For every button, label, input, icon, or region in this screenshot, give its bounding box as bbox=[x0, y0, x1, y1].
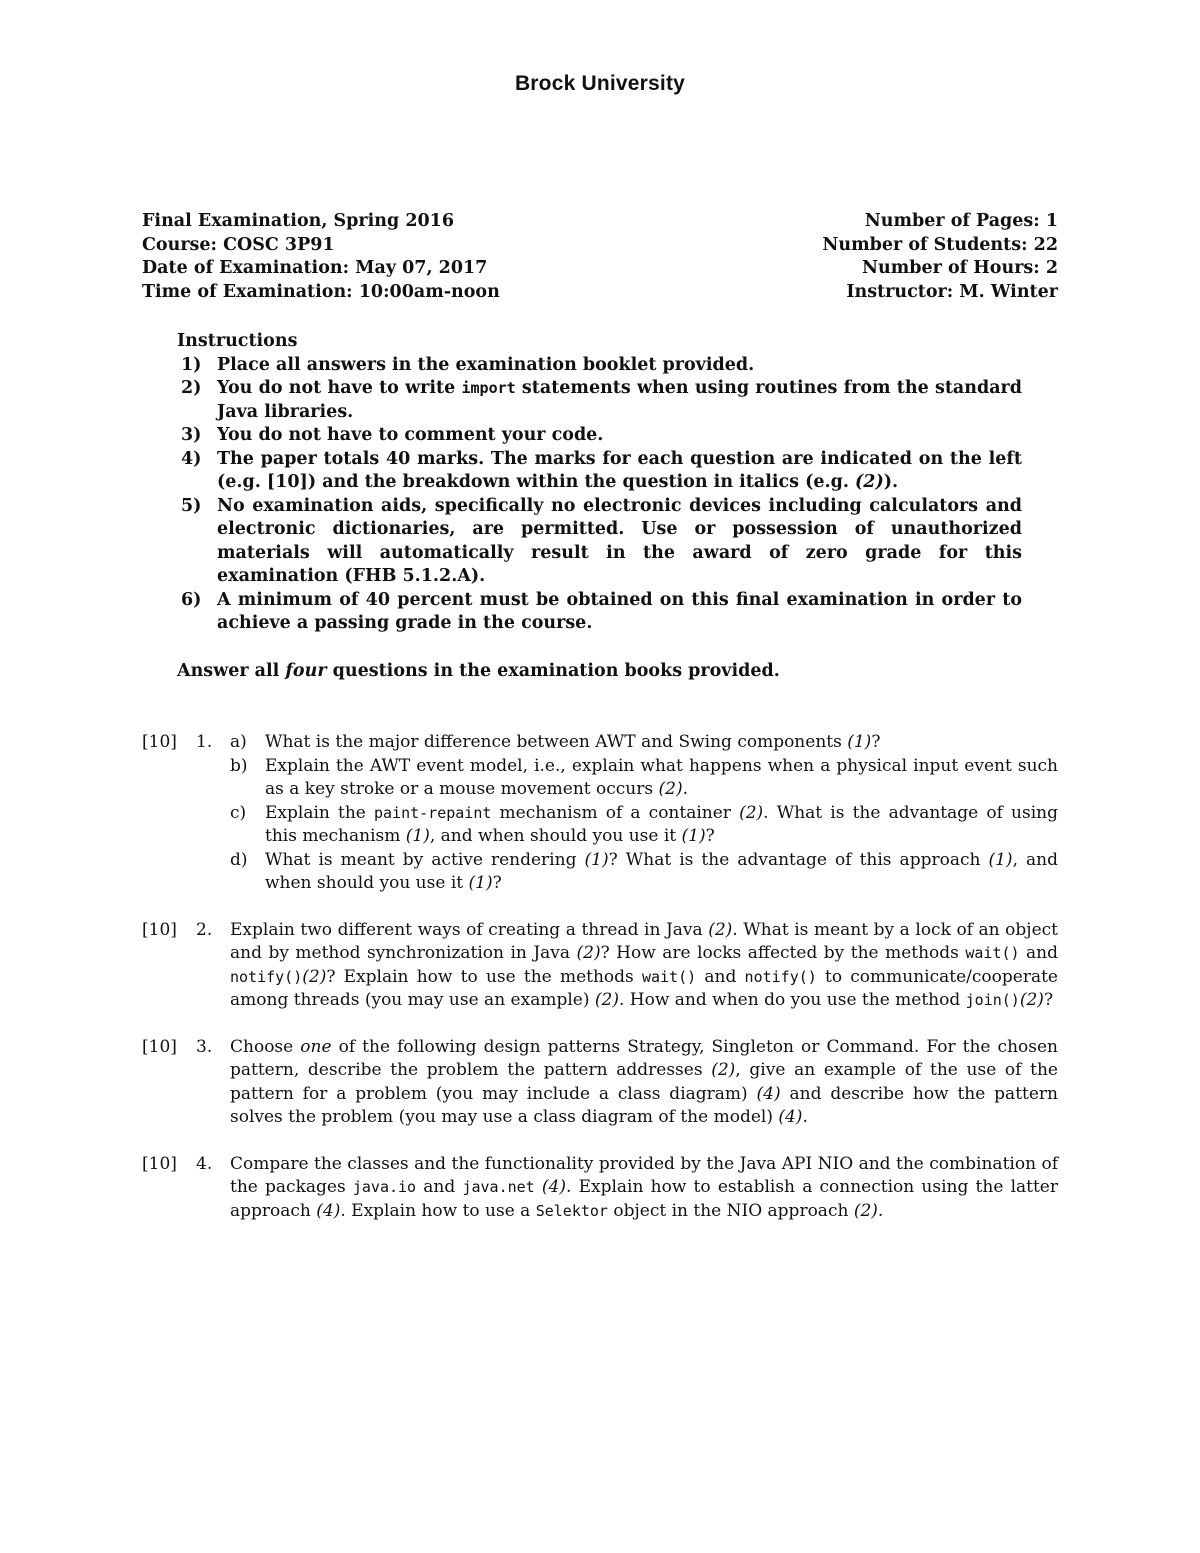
question-number: 4. bbox=[196, 1153, 213, 1174]
question-number: 3. bbox=[196, 1036, 213, 1057]
questions-section bbox=[142, 731, 1058, 1246]
instruction-number: 6) bbox=[181, 589, 202, 610]
header-row bbox=[142, 281, 1058, 305]
code-wait: wait() bbox=[641, 967, 697, 986]
code-notify: notify() bbox=[744, 967, 817, 986]
sub-question bbox=[230, 802, 1058, 849]
instruction-item bbox=[177, 448, 1022, 495]
answer-all-line: Answer all four questions in the examination books provided. bbox=[177, 661, 780, 681]
exam-title: Final Examination, Spring 2016 bbox=[142, 211, 455, 231]
question-4 bbox=[142, 1153, 1058, 1224]
code-notify: notify() bbox=[230, 967, 303, 986]
sub-question-label: b) bbox=[230, 755, 248, 776]
question-3 bbox=[142, 1036, 1058, 1130]
header-row bbox=[142, 234, 1058, 258]
question-number: 2. bbox=[196, 919, 213, 940]
code-join: join() bbox=[965, 991, 1020, 1009]
sub-question bbox=[230, 755, 1058, 802]
instruction-text: A minimum of 40 percent must be obtained on this final examination in order to achieve a passing grade in the course. bbox=[217, 589, 1022, 633]
instructor: Instructor: M. Winter bbox=[846, 281, 1058, 302]
exam-date: Date of Examination: May 07, 2017 bbox=[142, 258, 488, 278]
sub-question bbox=[230, 731, 1058, 755]
instruction-item bbox=[177, 377, 1022, 424]
header-row bbox=[142, 210, 1058, 234]
question-body: Compare the classes and the functionality provided by the Java API NIO and the combination of the packages java.io and java.net (4). Explain how to establish a connection using the latter approach (4). Explain how to use a Selektor object in the NIO approach (2). bbox=[230, 1153, 1058, 1221]
code-paint-repaint: paint-repaint bbox=[373, 803, 492, 822]
instruction-number: 5) bbox=[181, 495, 202, 516]
instruction-item bbox=[177, 354, 1022, 378]
question-1 bbox=[142, 731, 1058, 896]
question-body: Choose one of the following design patterns Strategy, Singleton or Command. For the chosen pattern, describe the problem the pattern addresses (2), give an example of the use of the pattern for a problem (you may include a class diagram) (4) and describe how the pattern solves the problem (you may use a class diagram of the model) (4). bbox=[230, 1036, 1058, 1127]
instruction-item bbox=[177, 589, 1022, 636]
course: Course: COSC 3P91 bbox=[142, 234, 335, 255]
instruction-text: Place all answers in the examination booklet provided. bbox=[217, 354, 755, 375]
sub-question-text: Explain the AWT event model, i.e., explain what happens when a physical input event such as a key stroke or a mouse movement occurs (2). bbox=[265, 755, 1058, 799]
instruction-text: The paper totals 40 marks. The marks for each question are indicated on the left (e.g. [10]) and the breakdown within the question in italics (e.g. (2)). bbox=[217, 448, 1022, 492]
code-import: import bbox=[461, 379, 516, 397]
question-marks: [10] bbox=[142, 1153, 177, 1174]
code-wait: wait() bbox=[965, 944, 1020, 962]
exam-header bbox=[142, 210, 1058, 304]
question-marks: [10] bbox=[142, 919, 177, 940]
sub-question-text: Explain the paint-repaint mechanism of a container (2). What is the advantage of using this mechanism (1), and when should you use it (1)? bbox=[265, 802, 1058, 846]
sub-question bbox=[230, 849, 1058, 896]
question-marks: [10] bbox=[142, 732, 177, 752]
code-selektor: Selektor bbox=[535, 1201, 608, 1220]
instruction-item bbox=[177, 424, 1022, 448]
number-of-students: Number of Students: 22 bbox=[822, 234, 1058, 255]
question-body bbox=[230, 731, 1058, 896]
sub-question-label: a) bbox=[230, 732, 247, 752]
question-number: 1. bbox=[196, 732, 213, 752]
instructions-list bbox=[177, 354, 1022, 636]
university-title: Brock University bbox=[514, 72, 686, 95]
number-of-hours: Number of Hours: 2 bbox=[862, 258, 1058, 278]
instructions-section bbox=[177, 330, 1022, 636]
instructions-heading: Instructions bbox=[177, 331, 298, 351]
header-row bbox=[142, 257, 1058, 281]
sub-question-text: What is meant by active rendering (1)? What is the advantage of this approach (1), and when should you use it (1)? bbox=[265, 849, 1059, 893]
number-of-pages: Number of Pages: 1 bbox=[864, 211, 1058, 231]
instruction-text: No examination aids, specifically no electronic devices including calculators and electronic dictionaries, are permitted. Use or possession of unauthorized materials will automatically result in the award of zero grade for this examination (FHB 5.1.2.A). bbox=[217, 495, 1022, 586]
exam-time: Time of Examination: 10:00am-noon bbox=[142, 281, 500, 302]
sub-question-text: What is the major difference between AWT and Swing components (1)? bbox=[265, 732, 881, 752]
instruction-text: You do not have to write import statements when using routines from the standard Java libraries. bbox=[217, 378, 1022, 422]
instruction-number: 1) bbox=[181, 354, 202, 375]
instruction-text: You do not have to comment your code. bbox=[217, 425, 604, 445]
sub-question-label: c) bbox=[230, 802, 247, 823]
code-java-io: java.io bbox=[352, 1178, 417, 1196]
sub-question-label: d) bbox=[230, 849, 248, 870]
code-java-net: java.net bbox=[462, 1178, 535, 1196]
instruction-number: 4) bbox=[181, 448, 202, 469]
question-marks: [10] bbox=[142, 1036, 177, 1057]
instruction-number: 2) bbox=[181, 378, 202, 398]
instruction-number: 3) bbox=[181, 425, 202, 445]
question-body: Explain two different ways of creating a thread in Java (2). What is meant by a lock of an object and by method synchronization in Java (2)? How are locks affected by the methods wait() and notify()(2)? Explain how to use the methods wait() and notify() to communicate/cooperate among threads (you may use an example) (2). How and when do you use the method join()(2)? bbox=[230, 919, 1058, 1010]
question-2 bbox=[142, 919, 1058, 1013]
instruction-item bbox=[177, 495, 1022, 589]
